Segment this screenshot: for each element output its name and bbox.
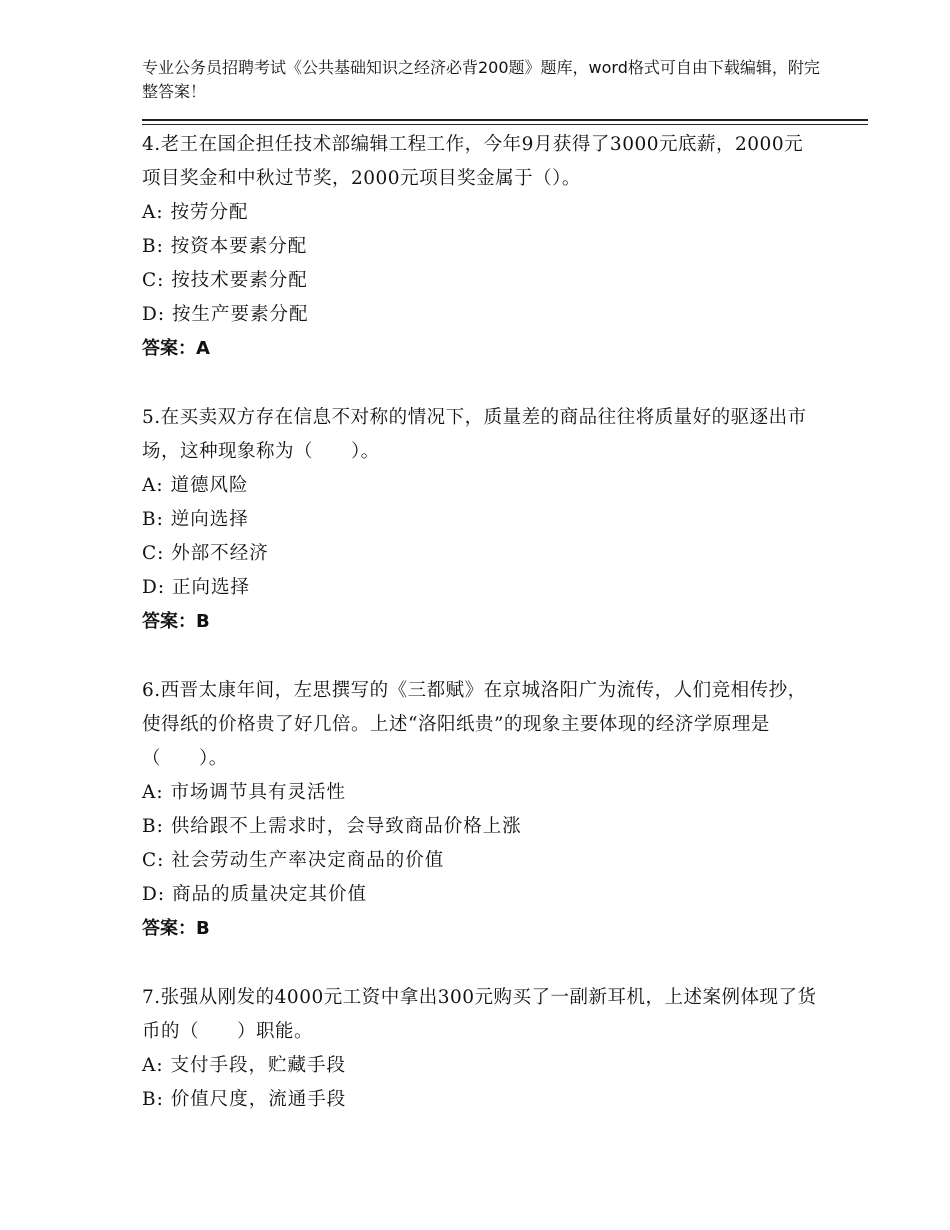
question-list: [142, 128, 822, 1152]
question-block-5: [142, 401, 822, 639]
option-d: D: 按生产要素分配: [142, 304, 309, 325]
header-divider-thick: [142, 119, 868, 121]
answer-line: 答案：B: [142, 611, 210, 632]
question-stem: 7.张强从刚发的4000元工资中拿出300元购买了一副新耳机，上述案例体现了货币的（ ）职能。: [142, 987, 817, 1042]
option-a: A: 按劳分配: [142, 202, 249, 223]
option-c: C: 外部不经济: [142, 543, 269, 564]
question-block-7: [142, 981, 822, 1117]
header-text: 专业公务员招聘考试《公共基础知识之经济必背200题》题库，word格式可自由下载编辑，附完整答案！: [142, 58, 820, 101]
question-block-6: [142, 674, 822, 946]
header-divider-thin: [142, 124, 868, 125]
question-block-4: [142, 128, 822, 366]
question-stem: 5.在买卖双方存在信息不对称的情况下，质量差的商品往往将质量好的驱逐出市场，这种现象称为（ ）。: [142, 407, 807, 462]
question-stem: 6.西晋太康年间，左思撰写的《三都赋》在京城洛阳广为流传，人们竞相传抄，使得纸的价格贵了好几倍。上述“洛阳纸贵”的现象主要体现的经济学原理是（ ）。: [142, 680, 807, 769]
option-b: B: 价值尺度，流通手段: [142, 1089, 347, 1110]
page-header: [142, 56, 822, 104]
option-a: A: 道德风险: [142, 475, 249, 496]
option-c: C: 按技术要素分配: [142, 270, 308, 291]
option-d: D: 商品的质量决定其价值: [142, 884, 367, 905]
option-c: C: 社会劳动生产率决定商品的价值: [142, 850, 445, 871]
option-b: B: 供给跟不上需求时，会导致商品价格上涨: [142, 816, 522, 837]
answer-line: 答案：B: [142, 918, 210, 939]
option-d: D: 正向选择: [142, 577, 250, 598]
answer-line: 答案：A: [142, 338, 210, 359]
question-stem: 4.老王在国企担任技术部编辑工程工作，今年9月获得了3000元底薪，2000元项目奖金和中秋过节奖，2000元项目奖金属于（）。: [142, 134, 804, 189]
option-b: B: 按资本要素分配: [142, 236, 308, 257]
option-a: A: 市场调节具有灵活性: [142, 782, 346, 803]
option-b: B: 逆向选择: [142, 509, 249, 530]
option-a: A: 支付手段，贮藏手段: [142, 1055, 346, 1076]
